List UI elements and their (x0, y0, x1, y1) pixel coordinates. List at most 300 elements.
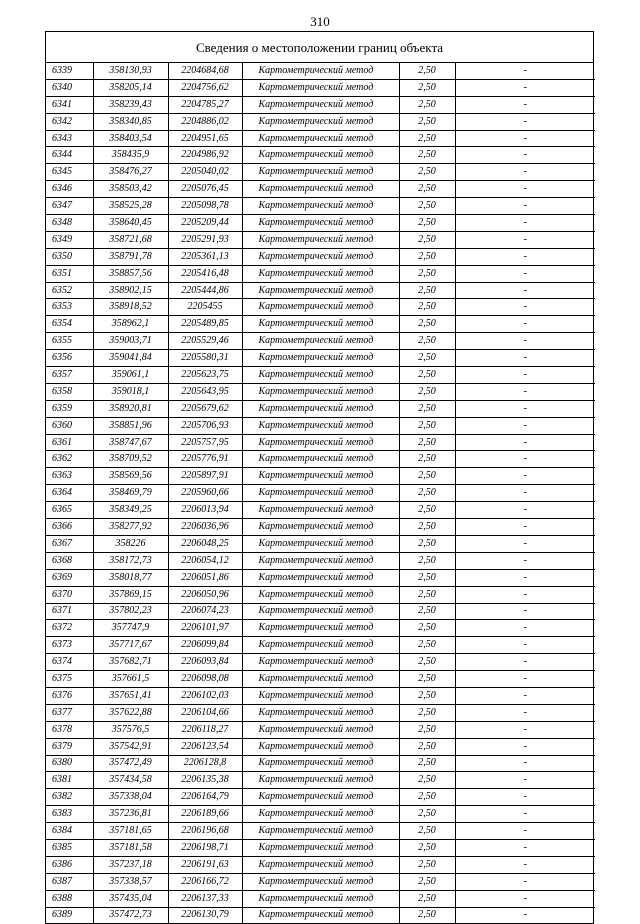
method-cell: Картометрический метод (242, 687, 399, 704)
point-number-cell: 6374 (46, 654, 93, 671)
table-row (46, 823, 595, 840)
table-row (46, 451, 595, 468)
point-number-cell: 6341 (46, 96, 93, 113)
table-row (46, 552, 595, 569)
y-coordinate-cell: 2206093,84 (168, 654, 242, 671)
table-row (46, 468, 595, 485)
accuracy-cell: 2,50 (399, 63, 455, 79)
point-number-cell: 6388 (46, 890, 93, 907)
accuracy-cell: 2,50 (399, 248, 455, 265)
accuracy-cell: 2,50 (399, 113, 455, 130)
description-cell: - (455, 299, 595, 316)
table-row (46, 755, 595, 772)
point-number-cell: 6360 (46, 417, 93, 434)
section-title: Сведения о местоположении границ объекта (46, 32, 593, 63)
method-cell: Картометрический метод (242, 181, 399, 198)
point-number-cell: 6344 (46, 147, 93, 164)
table-row (46, 586, 595, 603)
method-cell: Картометрический метод (242, 79, 399, 96)
accuracy-cell: 2,50 (399, 485, 455, 502)
point-number-cell: 6355 (46, 333, 93, 350)
x-coordinate-cell: 358721,68 (93, 231, 168, 248)
table-row (46, 333, 595, 350)
x-coordinate-cell: 358920,81 (93, 400, 168, 417)
description-cell: - (455, 434, 595, 451)
description-cell: - (455, 417, 595, 434)
point-number-cell: 6358 (46, 383, 93, 400)
point-number-cell: 6348 (46, 215, 93, 232)
y-coordinate-cell: 2206050,96 (168, 586, 242, 603)
x-coordinate-cell: 357869,15 (93, 586, 168, 603)
x-coordinate-cell: 358277,92 (93, 519, 168, 536)
point-number-cell: 6381 (46, 772, 93, 789)
x-coordinate-cell: 357435,04 (93, 890, 168, 907)
x-coordinate-cell: 358239,43 (93, 96, 168, 113)
accuracy-cell: 2,50 (399, 603, 455, 620)
y-coordinate-cell: 2204684,68 (168, 63, 242, 79)
point-number-cell: 6384 (46, 823, 93, 840)
table-row (46, 282, 595, 299)
point-number-cell: 6340 (46, 79, 93, 96)
table-row (46, 687, 595, 704)
y-coordinate-cell: 2205960,66 (168, 485, 242, 502)
description-cell: - (455, 603, 595, 620)
point-number-cell: 6352 (46, 282, 93, 299)
description-cell: - (455, 839, 595, 856)
accuracy-cell: 2,50 (399, 198, 455, 215)
y-coordinate-cell: 2206048,25 (168, 535, 242, 552)
description-cell: - (455, 687, 595, 704)
description-cell: - (455, 468, 595, 485)
y-coordinate-cell: 2206164,79 (168, 789, 242, 806)
y-coordinate-cell: 2205489,85 (168, 316, 242, 333)
method-cell: Картометрический метод (242, 620, 399, 637)
method-cell: Картометрический метод (242, 502, 399, 519)
point-number-cell: 6359 (46, 400, 93, 417)
method-cell: Картометрический метод (242, 113, 399, 130)
accuracy-cell: 2,50 (399, 586, 455, 603)
accuracy-cell: 2,50 (399, 164, 455, 181)
point-number-cell: 6367 (46, 535, 93, 552)
accuracy-cell: 2,50 (399, 687, 455, 704)
accuracy-cell: 2,50 (399, 907, 455, 923)
point-number-cell: 6349 (46, 231, 93, 248)
description-cell: - (455, 248, 595, 265)
point-number-cell: 6377 (46, 704, 93, 721)
x-coordinate-cell: 359041,84 (93, 350, 168, 367)
description-cell: - (455, 721, 595, 738)
point-number-cell: 6361 (46, 434, 93, 451)
description-cell: - (455, 400, 595, 417)
method-cell: Картометрический метод (242, 772, 399, 789)
point-number-cell: 6373 (46, 637, 93, 654)
y-coordinate-cell: 2206099,84 (168, 637, 242, 654)
x-coordinate-cell: 357181,65 (93, 823, 168, 840)
table-row (46, 907, 595, 923)
y-coordinate-cell: 2206128,8 (168, 755, 242, 772)
method-cell: Картометрический метод (242, 789, 399, 806)
table-row (46, 248, 595, 265)
description-cell: - (455, 535, 595, 552)
y-coordinate-cell: 2205361,13 (168, 248, 242, 265)
x-coordinate-cell: 358469,79 (93, 485, 168, 502)
x-coordinate-cell: 358476,27 (93, 164, 168, 181)
x-coordinate-cell: 358525,28 (93, 198, 168, 215)
description-cell: - (455, 282, 595, 299)
y-coordinate-cell: 2205643,95 (168, 383, 242, 400)
point-number-cell: 6354 (46, 316, 93, 333)
table-row (46, 231, 595, 248)
y-coordinate-cell: 2205098,78 (168, 198, 242, 215)
description-cell: - (455, 502, 595, 519)
x-coordinate-cell: 358747,67 (93, 434, 168, 451)
method-cell: Картометрический метод (242, 654, 399, 671)
x-coordinate-cell: 357472,49 (93, 755, 168, 772)
description-cell: - (455, 316, 595, 333)
x-coordinate-cell: 358709,52 (93, 451, 168, 468)
description-cell: - (455, 215, 595, 232)
method-cell: Картометрический метод (242, 839, 399, 856)
table-row (46, 316, 595, 333)
description-cell: - (455, 620, 595, 637)
description-cell: - (455, 63, 595, 79)
method-cell: Картометрический метод (242, 738, 399, 755)
table-row (46, 350, 595, 367)
description-cell: - (455, 671, 595, 688)
accuracy-cell: 2,50 (399, 772, 455, 789)
accuracy-cell: 2,50 (399, 350, 455, 367)
accuracy-cell: 2,50 (399, 552, 455, 569)
y-coordinate-cell: 2206118,27 (168, 721, 242, 738)
table-row (46, 721, 595, 738)
y-coordinate-cell: 2204951,65 (168, 130, 242, 147)
x-coordinate-cell: 358962,1 (93, 316, 168, 333)
method-cell: Картометрический метод (242, 468, 399, 485)
method-cell: Картометрический метод (242, 586, 399, 603)
x-coordinate-cell: 357338,57 (93, 873, 168, 890)
description-cell: - (455, 383, 595, 400)
description-cell: - (455, 806, 595, 823)
accuracy-cell: 2,50 (399, 333, 455, 350)
point-number-cell: 6353 (46, 299, 93, 316)
y-coordinate-cell: 2206054,12 (168, 552, 242, 569)
point-number-cell: 6385 (46, 839, 93, 856)
accuracy-cell: 2,50 (399, 299, 455, 316)
accuracy-cell: 2,50 (399, 823, 455, 840)
accuracy-cell: 2,50 (399, 620, 455, 637)
x-coordinate-cell: 358791,78 (93, 248, 168, 265)
y-coordinate-cell: 2206135,38 (168, 772, 242, 789)
method-cell: Картометрический метод (242, 299, 399, 316)
method-cell: Картометрический метод (242, 417, 399, 434)
accuracy-cell: 2,50 (399, 316, 455, 333)
x-coordinate-cell: 358205,14 (93, 79, 168, 96)
table-row (46, 215, 595, 232)
y-coordinate-cell: 2204886,02 (168, 113, 242, 130)
table-row (46, 856, 595, 873)
table-row (46, 400, 595, 417)
table-row (46, 789, 595, 806)
y-coordinate-cell: 2205076,45 (168, 181, 242, 198)
point-number-cell: 6342 (46, 113, 93, 130)
x-coordinate-cell: 358902,15 (93, 282, 168, 299)
y-coordinate-cell: 2205580,31 (168, 350, 242, 367)
method-cell: Картометрический метод (242, 231, 399, 248)
table-row (46, 96, 595, 113)
table-row (46, 890, 595, 907)
x-coordinate-cell: 359061,1 (93, 367, 168, 384)
y-coordinate-cell: 2206130,79 (168, 907, 242, 923)
point-number-cell: 6363 (46, 468, 93, 485)
y-coordinate-cell: 2205679,62 (168, 400, 242, 417)
description-cell: - (455, 333, 595, 350)
table-row (46, 79, 595, 96)
description-cell: - (455, 265, 595, 282)
description-cell: - (455, 772, 595, 789)
point-number-cell: 6372 (46, 620, 93, 637)
table-row (46, 417, 595, 434)
x-coordinate-cell: 358857,56 (93, 265, 168, 282)
accuracy-cell: 2,50 (399, 502, 455, 519)
y-coordinate-cell: 2205291,93 (168, 231, 242, 248)
method-cell: Картометрический метод (242, 367, 399, 384)
y-coordinate-cell: 2206051,86 (168, 569, 242, 586)
accuracy-cell: 2,50 (399, 839, 455, 856)
table-row (46, 367, 595, 384)
point-number-cell: 6382 (46, 789, 93, 806)
y-coordinate-cell: 2206189,66 (168, 806, 242, 823)
method-cell: Картометрический метод (242, 383, 399, 400)
description-cell: - (455, 181, 595, 198)
method-cell: Картометрический метод (242, 603, 399, 620)
description-cell: - (455, 738, 595, 755)
point-number-cell: 6366 (46, 519, 93, 536)
accuracy-cell: 2,50 (399, 569, 455, 586)
point-number-cell: 6345 (46, 164, 93, 181)
y-coordinate-cell: 2204986,92 (168, 147, 242, 164)
method-cell: Картометрический метод (242, 248, 399, 265)
x-coordinate-cell: 357576,5 (93, 721, 168, 738)
x-coordinate-cell: 357542,91 (93, 738, 168, 755)
table-row (46, 198, 595, 215)
y-coordinate-cell: 2206013,94 (168, 502, 242, 519)
y-coordinate-cell: 2206036,96 (168, 519, 242, 536)
point-number-cell: 6343 (46, 130, 93, 147)
description-cell: - (455, 198, 595, 215)
x-coordinate-cell: 357661,5 (93, 671, 168, 688)
description-cell: - (455, 350, 595, 367)
accuracy-cell: 2,50 (399, 265, 455, 282)
method-cell: Картометрический метод (242, 350, 399, 367)
y-coordinate-cell: 2206101,97 (168, 620, 242, 637)
method-cell: Картометрический метод (242, 907, 399, 923)
y-coordinate-cell: 2205706,93 (168, 417, 242, 434)
coordinates-table (46, 63, 595, 923)
method-cell: Картометрический метод (242, 265, 399, 282)
x-coordinate-cell: 358569,56 (93, 468, 168, 485)
description-cell: - (455, 164, 595, 181)
table-row (46, 265, 595, 282)
point-number-cell: 6346 (46, 181, 93, 198)
description-cell: - (455, 147, 595, 164)
table-row (46, 63, 595, 79)
description-cell: - (455, 586, 595, 603)
accuracy-cell: 2,50 (399, 738, 455, 755)
y-coordinate-cell: 2205529,46 (168, 333, 242, 350)
description-cell: - (455, 856, 595, 873)
x-coordinate-cell: 358403,54 (93, 130, 168, 147)
accuracy-cell: 2,50 (399, 535, 455, 552)
method-cell: Картометрический метод (242, 569, 399, 586)
y-coordinate-cell: 2205209,44 (168, 215, 242, 232)
y-coordinate-cell: 2206198,71 (168, 839, 242, 856)
y-coordinate-cell: 2206166,72 (168, 873, 242, 890)
y-coordinate-cell: 2205776,91 (168, 451, 242, 468)
method-cell: Картометрический метод (242, 873, 399, 890)
description-cell: - (455, 907, 595, 923)
method-cell: Картометрический метод (242, 333, 399, 350)
method-cell: Картометрический метод (242, 721, 399, 738)
method-cell: Картометрический метод (242, 535, 399, 552)
table-row (46, 383, 595, 400)
x-coordinate-cell: 358640,45 (93, 215, 168, 232)
accuracy-cell: 2,50 (399, 451, 455, 468)
table-row (46, 502, 595, 519)
description-cell: - (455, 367, 595, 384)
accuracy-cell: 2,50 (399, 96, 455, 113)
method-cell: Картометрический метод (242, 434, 399, 451)
y-coordinate-cell: 2204756,62 (168, 79, 242, 96)
table-row (46, 164, 595, 181)
y-coordinate-cell: 2206196,68 (168, 823, 242, 840)
description-cell: - (455, 823, 595, 840)
y-coordinate-cell: 2205623,75 (168, 367, 242, 384)
x-coordinate-cell: 358349,25 (93, 502, 168, 519)
table-row (46, 637, 595, 654)
description-cell: - (455, 451, 595, 468)
x-coordinate-cell: 358340,85 (93, 113, 168, 130)
table-row (46, 671, 595, 688)
y-coordinate-cell: 2206074,23 (168, 603, 242, 620)
accuracy-cell: 2,50 (399, 873, 455, 890)
accuracy-cell: 2,50 (399, 367, 455, 384)
accuracy-cell: 2,50 (399, 654, 455, 671)
accuracy-cell: 2,50 (399, 519, 455, 536)
method-cell: Картометрический метод (242, 890, 399, 907)
y-coordinate-cell: 2206104,66 (168, 704, 242, 721)
accuracy-cell: 2,50 (399, 755, 455, 772)
y-coordinate-cell: 2205455 (168, 299, 242, 316)
table-row (46, 738, 595, 755)
method-cell: Картометрический метод (242, 856, 399, 873)
accuracy-cell: 2,50 (399, 890, 455, 907)
point-number-cell: 6364 (46, 485, 93, 502)
description-cell: - (455, 519, 595, 536)
accuracy-cell: 2,50 (399, 637, 455, 654)
point-number-cell: 6375 (46, 671, 93, 688)
method-cell: Картометрический метод (242, 147, 399, 164)
accuracy-cell: 2,50 (399, 400, 455, 417)
method-cell: Картометрический метод (242, 519, 399, 536)
x-coordinate-cell: 358130,93 (93, 63, 168, 79)
x-coordinate-cell: 357181,58 (93, 839, 168, 856)
x-coordinate-cell: 357802,23 (93, 603, 168, 620)
x-coordinate-cell: 358172,73 (93, 552, 168, 569)
point-number-cell: 6368 (46, 552, 93, 569)
table-row (46, 806, 595, 823)
table-row (46, 181, 595, 198)
x-coordinate-cell: 359018,1 (93, 383, 168, 400)
x-coordinate-cell: 358226 (93, 535, 168, 552)
point-number-cell: 6379 (46, 738, 93, 755)
description-cell: - (455, 704, 595, 721)
description-cell: - (455, 113, 595, 130)
method-cell: Картометрический метод (242, 215, 399, 232)
description-cell: - (455, 79, 595, 96)
y-coordinate-cell: 2204785,27 (168, 96, 242, 113)
table-row (46, 603, 595, 620)
description-cell: - (455, 569, 595, 586)
table-row (46, 772, 595, 789)
description-cell: - (455, 789, 595, 806)
y-coordinate-cell: 2205897,91 (168, 468, 242, 485)
accuracy-cell: 2,50 (399, 468, 455, 485)
point-number-cell: 6371 (46, 603, 93, 620)
boundary-table-sheet (45, 31, 594, 924)
accuracy-cell: 2,50 (399, 806, 455, 823)
point-number-cell: 6365 (46, 502, 93, 519)
accuracy-cell: 2,50 (399, 417, 455, 434)
x-coordinate-cell: 358503,42 (93, 181, 168, 198)
point-number-cell: 6350 (46, 248, 93, 265)
description-cell: - (455, 96, 595, 113)
y-coordinate-cell: 2206102,03 (168, 687, 242, 704)
method-cell: Картометрический метод (242, 806, 399, 823)
point-number-cell: 6376 (46, 687, 93, 704)
table-row (46, 299, 595, 316)
point-number-cell: 6387 (46, 873, 93, 890)
y-coordinate-cell: 2205416,48 (168, 265, 242, 282)
method-cell: Картометрический метод (242, 552, 399, 569)
method-cell: Картометрический метод (242, 637, 399, 654)
point-number-cell: 6369 (46, 569, 93, 586)
accuracy-cell: 2,50 (399, 181, 455, 198)
y-coordinate-cell: 2206123,54 (168, 738, 242, 755)
table-row (46, 535, 595, 552)
accuracy-cell: 2,50 (399, 671, 455, 688)
table-row (46, 113, 595, 130)
y-coordinate-cell: 2206137,33 (168, 890, 242, 907)
x-coordinate-cell: 358435,9 (93, 147, 168, 164)
table-row (46, 654, 595, 671)
description-cell: - (455, 873, 595, 890)
method-cell: Картометрический метод (242, 400, 399, 417)
x-coordinate-cell: 357237,18 (93, 856, 168, 873)
x-coordinate-cell: 357651,41 (93, 687, 168, 704)
y-coordinate-cell: 2206098,08 (168, 671, 242, 688)
description-cell: - (455, 130, 595, 147)
x-coordinate-cell: 357717,67 (93, 637, 168, 654)
point-number-cell: 6389 (46, 907, 93, 923)
table-row (46, 434, 595, 451)
table-row (46, 873, 595, 890)
x-coordinate-cell: 358851,96 (93, 417, 168, 434)
method-cell: Картометрический метод (242, 823, 399, 840)
method-cell: Картометрический метод (242, 485, 399, 502)
x-coordinate-cell: 358918,52 (93, 299, 168, 316)
accuracy-cell: 2,50 (399, 789, 455, 806)
method-cell: Картометрический метод (242, 671, 399, 688)
